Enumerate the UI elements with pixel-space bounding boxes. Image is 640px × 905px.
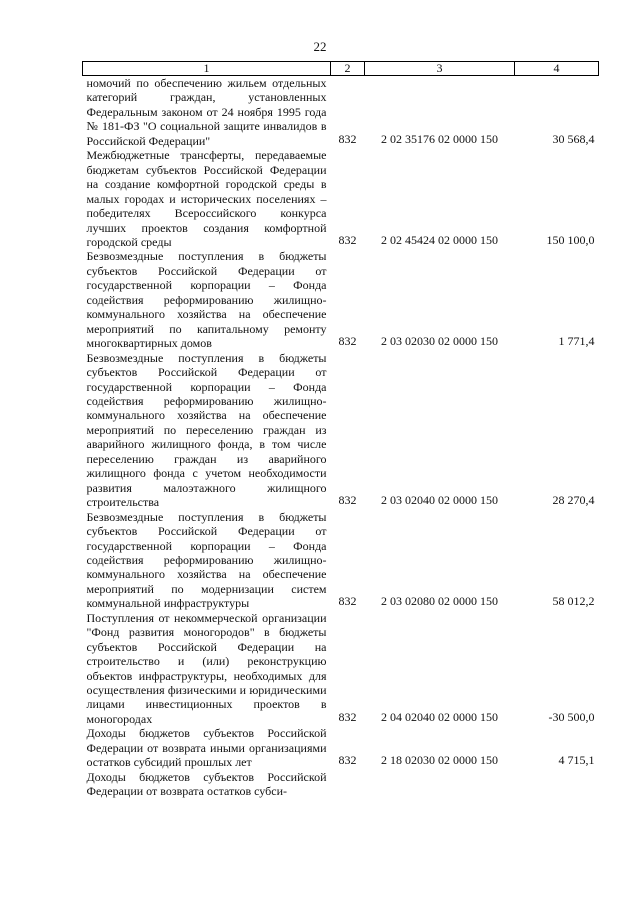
row-admin-code: 832 xyxy=(338,232,357,247)
row-classification-code: 2 04 02040 02 0000 150 xyxy=(381,709,498,724)
table-row xyxy=(83,510,599,611)
column-header-3: 3 xyxy=(365,62,515,76)
row-amount: 4 715,1 xyxy=(558,753,595,768)
row-classification-code: 2 03 02080 02 0000 150 xyxy=(381,594,498,609)
row-amount: -30 500,0 xyxy=(548,709,595,724)
row-classification-code xyxy=(365,770,515,799)
row-amount: 28 270,4 xyxy=(552,493,595,508)
row-amount: 150 100,0 xyxy=(546,232,595,247)
row-classification-code: 2 03 02030 02 0000 150 xyxy=(381,334,498,349)
table-row xyxy=(83,249,599,350)
row-name: Безвозмездные поступления в бюджеты субъектов Российской Федерации от государственной корпорации – Фонда содействия реформированию жилищно-коммунального хозяйства на обеспечение мероприятий по переселению граждан из аварийного жилищного фонда, в том числе переселению граждан из аварийного жилищного фонда с учетом необходимости развития малоэтажного жилищного строительства xyxy=(86,350,327,510)
row-name: Безвозмездные поступления в бюджеты субъектов Российской Федерации от государственной корпорации – Фонда содействия реформированию жилищно-коммунального хозяйства на обеспечение мероприятий по капитальному ремонту многоквартирных домов xyxy=(86,249,327,351)
row-admin-code: 832 xyxy=(338,709,357,724)
row-amount: 30 568,4 xyxy=(552,131,595,146)
row-classification-code: 2 03 02040 02 0000 150 xyxy=(381,493,498,508)
row-classification-code: 2 02 45424 02 0000 150 xyxy=(381,232,498,247)
column-header-1: 1 xyxy=(83,62,331,76)
row-name: Межбюджетные трансферты, передаваемые бюджетам субъектов Российской Федерации на создание комфортной городской среды в малых городах и исторических поселениях – победителях Всероссийского конкурса лучших проектов создания комфортной городской среды xyxy=(86,148,327,249)
row-name: Доходы бюджетов субъектов Российской Федерации от возврата иными организациями остатков субсидий прошлых лет xyxy=(86,726,327,770)
table-row xyxy=(83,726,599,769)
table-row xyxy=(83,770,599,799)
row-admin-code: 832 xyxy=(338,493,357,508)
column-number-row xyxy=(83,62,599,76)
row-name: номочий по обеспечению жильем отдельных категорий граждан, установленных Федеральным законом от 24 ноября 1995 года № 181-ФЗ "О социальной защите инвалидов в Российской Федерации" xyxy=(86,76,327,148)
table-row xyxy=(83,148,599,249)
row-amount xyxy=(515,770,599,799)
row-amount: 58 012,2 xyxy=(552,594,595,609)
row-admin-code xyxy=(331,770,365,799)
row-amount: 1 771,4 xyxy=(558,334,595,349)
column-header-4: 4 xyxy=(515,62,599,76)
table-row xyxy=(83,351,599,510)
row-admin-code: 832 xyxy=(338,594,357,609)
revenue-table xyxy=(82,61,599,799)
row-classification-code: 2 02 35176 02 0000 150 xyxy=(381,131,498,146)
table-row xyxy=(83,611,599,727)
row-name: Доходы бюджетов субъектов Российской Федерации от возврата остатков субси- xyxy=(86,769,327,799)
row-classification-code: 2 18 02030 02 0000 150 xyxy=(381,753,498,768)
row-name: Поступления от некоммерческой организации "Фонд развития моногородов" в бюджеты субъектов Российской Федерации на строительство и (или) реконструкцию объектов инфраструктуры, необходимых для осуществления физическими и юридическими лицами инвестиционных проектов в моногородах xyxy=(86,610,327,726)
column-header-2: 2 xyxy=(331,62,365,76)
row-admin-code: 832 xyxy=(338,334,357,349)
page-number: 22 xyxy=(313,39,327,54)
row-admin-code: 832 xyxy=(338,131,357,146)
row-name: Безвозмездные поступления в бюджеты субъектов Российской Федерации от государственной корпорации – Фонда содействия реформированию жилищно-коммунального хозяйства на обеспечение мероприятий по модернизации систем коммунальной инфраструктуры xyxy=(86,509,327,611)
row-admin-code: 832 xyxy=(338,753,357,768)
table-row xyxy=(83,76,599,149)
